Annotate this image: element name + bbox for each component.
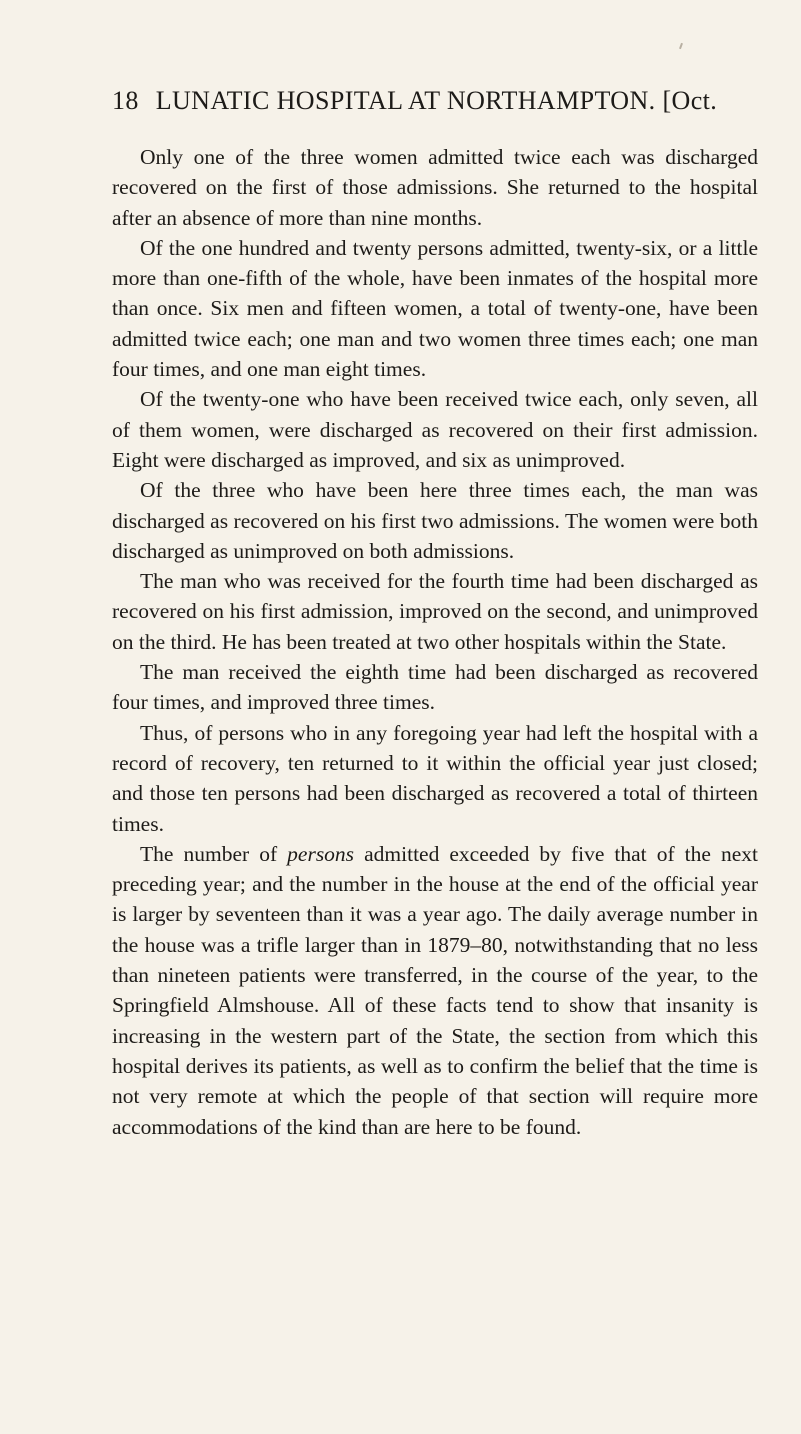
paragraph: Of the three who have been here three times each, the man was discharged as recovered on his first two admissions. The women were both discharged as unimproved on both admissions. [112,478,758,563]
paragraph: The man received the eighth time had been discharged as recovered four times, and improved three times. [112,660,758,715]
paragraph: Of the one hundred and twenty persons admitted, twenty-six, or a little more than one-fifth of the whole, have been inmates of the hospital more than once. Six men and fifteen women, a total of twenty-one, have been admitted twice each; one man and two women three times each; one man four times, and one man eight times. [112,235,758,382]
paragraph: Of the twenty-one who have been received twice each, only seven, all of them women, were discharged as recovered on their first admission. Eight were discharged as improved, and six as unimproved. [112,387,758,472]
emphasized-word: persons [287,841,355,866]
paragraph: The man who was received for the fourth time had been discharged as recovered on his first admission, improved on the second, and unimproved on the third. He has been treated at two other hospitals within the State. [112,569,758,654]
paragraph: Thus, of persons who in any foregoing year had left the hospital with a record of recovery, ten returned to it within the official year just closed; and those ten persons had been discharged as recovered a total of thirteen times. [112,720,758,836]
paragraph: Only one of the three women admitted twice each was discharged recovered on the first of those admissions. She returned to the hospital after an absence of more than nine months. [112,145,758,230]
running-head [112,86,752,116]
body-text [112,142,758,1142]
paragraph-last [112,839,758,1142]
page-number: 18 [112,86,139,115]
paragraph-text: The number of [140,841,288,866]
print-speck [679,43,683,49]
running-title: LUNATIC HOSPITAL AT NORTHAMPTON. [155,86,656,115]
paragraph-text: admitted exceeded by five that of the next preceding year; and the number in the house at the end of the official year is larger by seventeen than it was a year ago. The daily average number in the house was a trifle larger than in 1879–80, notwithstanding that no less than nineteen patients were transferred, in the course of the year, to the Springfield Almshouse. All of these facts tend to show that insanity is increasing in the western part of the State, the section from which this hospital derives its patients, as well as to confirm the belief that the time is not very remote at which the people of that section will require more accommodations of the kind than are here to be found. [112,841,758,1139]
running-date: [Oct. [662,86,718,115]
